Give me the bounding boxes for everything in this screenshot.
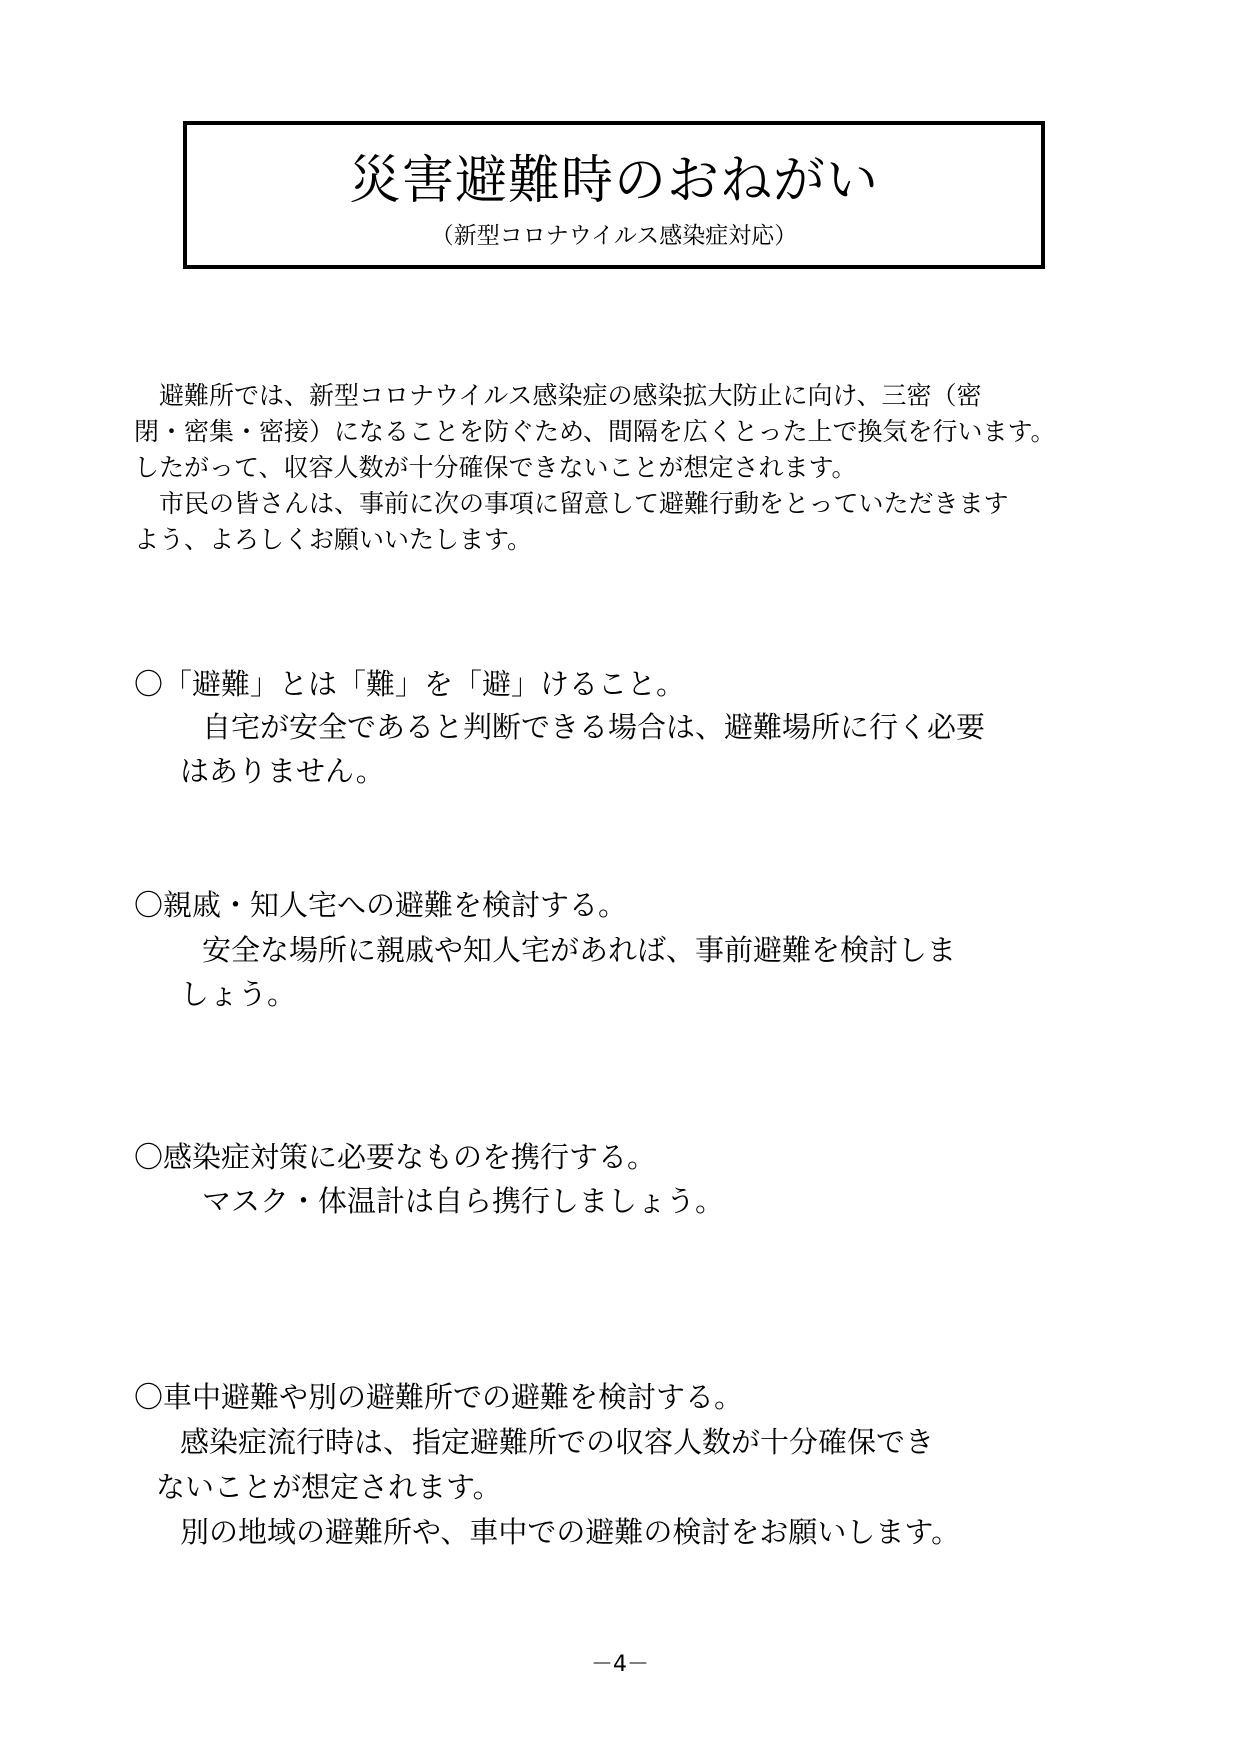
- intro-line: 市民の皆さんは、事前に次の事項に留意して避難行動をとっていただきます: [134, 489, 1009, 518]
- item-heading: 〇親戚・知人宅への避難を検討する。: [134, 888, 628, 922]
- item-body-line: マスク・体温計は自ら携行しましょう。: [202, 1184, 725, 1218]
- item-body-line: 感染症流行時は、指定避難所での収容人数が十分確保でき: [180, 1425, 935, 1459]
- intro-line: 避難所では、新型コロナウイルス感染症の感染拡大防止に向け、三密（密: [134, 381, 982, 410]
- intro-line: 閉・密集・密接）になることを防ぐため、間隔を広くとった上で換気を行います。: [134, 417, 1056, 446]
- title-box: [183, 121, 1045, 269]
- item-body-line: ないことが想定されます。: [156, 1470, 502, 1504]
- page-number: －4－: [591, 1652, 649, 1677]
- item-body-line: 自宅が安全であると判断できる場合は、避難場所に行く必要: [202, 710, 986, 744]
- intro-line: したがって、収容人数が十分確保できないことが想定されます。: [134, 453, 857, 482]
- page-subtitle: （新型コロナウイルス感染症対応）: [430, 223, 798, 249]
- item-heading: 〇感染症対策に必要なものを携行する。: [134, 1140, 657, 1174]
- intro-line: よう、よろしくお願いいたします。: [134, 525, 533, 554]
- item-heading: 〇車中避難や別の避難所での避難を検討する。: [134, 1380, 744, 1414]
- item-body-line: 安全な場所に親戚や知人宅があれば、事前避難を検討しま: [202, 933, 957, 967]
- intro-paragraph: [134, 378, 1094, 558]
- item-body-line: しょう。: [180, 977, 297, 1011]
- item-heading: 〇「避難」とは「難」を「避」けること。: [134, 667, 686, 701]
- page-title: 災害避難時のおねがい: [348, 151, 879, 211]
- item-body-line: はありません。: [180, 754, 385, 788]
- item-body-line: 別の地域の避難所や、車中での避難の検討をお願いします。: [180, 1515, 961, 1549]
